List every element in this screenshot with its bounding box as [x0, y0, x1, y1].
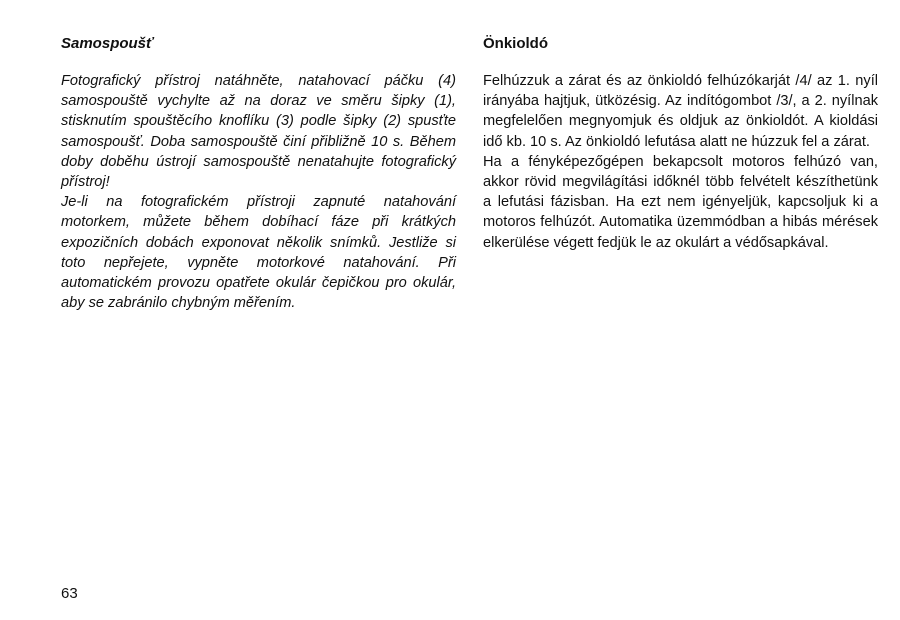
hungarian-paragraph-2: Ha a fényképezőgépen bekapcsolt motoros felhúzó van, akkor rövid megvilágítási időknél több felvételt készíthetünk a lefutási fázisban. Ha ezt nem igényeljük, kapcsoljuk ki a motoros felhúzót. Automatika üzemmódban a hibás mérések elkerülése végett fedjük le az okulárt a védősapkával.	[483, 153, 878, 251]
hungarian-heading: Önkioldó	[483, 35, 548, 52]
czech-heading: Samospoušť	[61, 35, 154, 52]
hungarian-paragraph-1: Felhúzzuk a zárat és az önkioldó felhúzókarját /4/ az 1. nyíl irányába hajtjuk, ütközésig. Az indítógombot /3/, a 2. nyílnak megfelelően megnyomjuk és oldjuk az önkioldót. A kioldási idő kb. 10 s. Az önkioldó lefutása alatt ne húzzuk fel a zárat.	[483, 73, 878, 150]
czech-paragraph-2: Je-li na fotografickém přístroji zapnuté natahování motorkem, můžete během dobíhací fáze při krátkých expozičních dobách exponovat několik snímků. Jestliže si toto nepřejete, vypněte motorkové natahování. Při automatickém provozu opatřete okulár čepičkou pro okulár, aby se zabránilo chybným měřením.	[61, 194, 456, 312]
czech-paragraph-1: Fotografický přístroj natáhněte, natahovací páčku (4) samospouště vychylte až na doraz ve směru šipky (1), stisknutím spouštěcího knoflíku (3) podle šipky (2) spusťte samospoušť. Doba samospouště činí přibližně 10 s. Během doby doběhu ústrojí samospouště nenatahujte fotografický přístroj!	[61, 73, 456, 191]
czech-column	[61, 34, 456, 313]
page-number: 63	[61, 585, 78, 602]
hungarian-column	[483, 34, 878, 253]
